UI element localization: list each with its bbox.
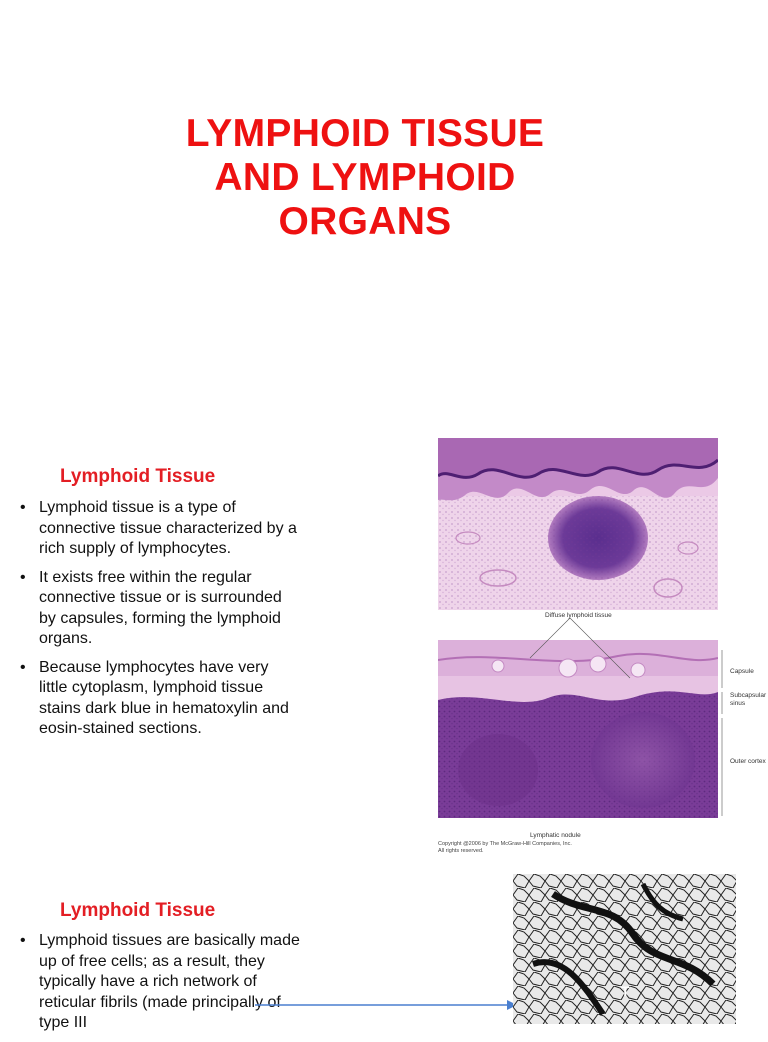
bullet-list <box>18 498 300 748</box>
title-line-3: ORGANS <box>278 200 452 243</box>
slide-heading: Lymphoid Tissue <box>60 466 216 487</box>
label-sinus: sinus <box>730 700 746 707</box>
slide-heading: Lymphoid Tissue <box>60 900 216 921</box>
label-lymphatic-nodule: Lymphatic nodule <box>530 832 581 839</box>
label-subcapsular: Subcapsular <box>730 692 767 699</box>
label-brackets <box>718 648 730 818</box>
figure-copyright <box>438 841 572 855</box>
micrograph-diffuse-lymphoid-tissue <box>438 438 718 610</box>
bullet-list <box>18 931 300 1042</box>
pointer-arrow <box>255 998 520 1012</box>
title-line-1: LYMPHOID TISSUE <box>185 112 545 155</box>
label-diffuse-lymphoid-tissue: Diffuse lymphoid tissue <box>545 612 612 619</box>
label-capsule: Capsule <box>730 668 754 675</box>
label-leader-lines <box>520 618 640 698</box>
copyright-line-1: Copyright @2006 by The McGraw-Hill Companies, Inc. <box>438 841 572 847</box>
micrograph-reticular-fibrils <box>513 874 736 1024</box>
slide-title <box>150 112 580 244</box>
bullet-item: • Lymphoid tissues are basically made up of free cells; as a result, they typically have a rich network of reticular fibrils (made principally of type III <box>18 931 300 1034</box>
bullet-item: • Because lymphocytes have very little cytoplasm, lymphoid tissue stains dark blue in hematoxylin and eosin-stained sections. <box>18 658 300 740</box>
bullet-item: • Lymphoid tissue is a type of connective tissue characterized by a rich supply of lymphocytes. <box>18 498 300 560</box>
reticular-fibrils-slide <box>0 860 768 1031</box>
figure-label-t: T <box>621 983 630 999</box>
title-line-2: AND LYMPHOID <box>214 156 516 199</box>
copyright-line-2: All rights reserved. <box>438 848 484 854</box>
label-outer-cortex: Outer cortex <box>730 758 766 765</box>
title-slide <box>0 0 768 420</box>
lymphoid-tissue-slide <box>0 420 768 860</box>
bullet-item: • It exists free within the regular connective tissue or is surrounded by capsules, forming the lymphoid organs. <box>18 568 300 650</box>
